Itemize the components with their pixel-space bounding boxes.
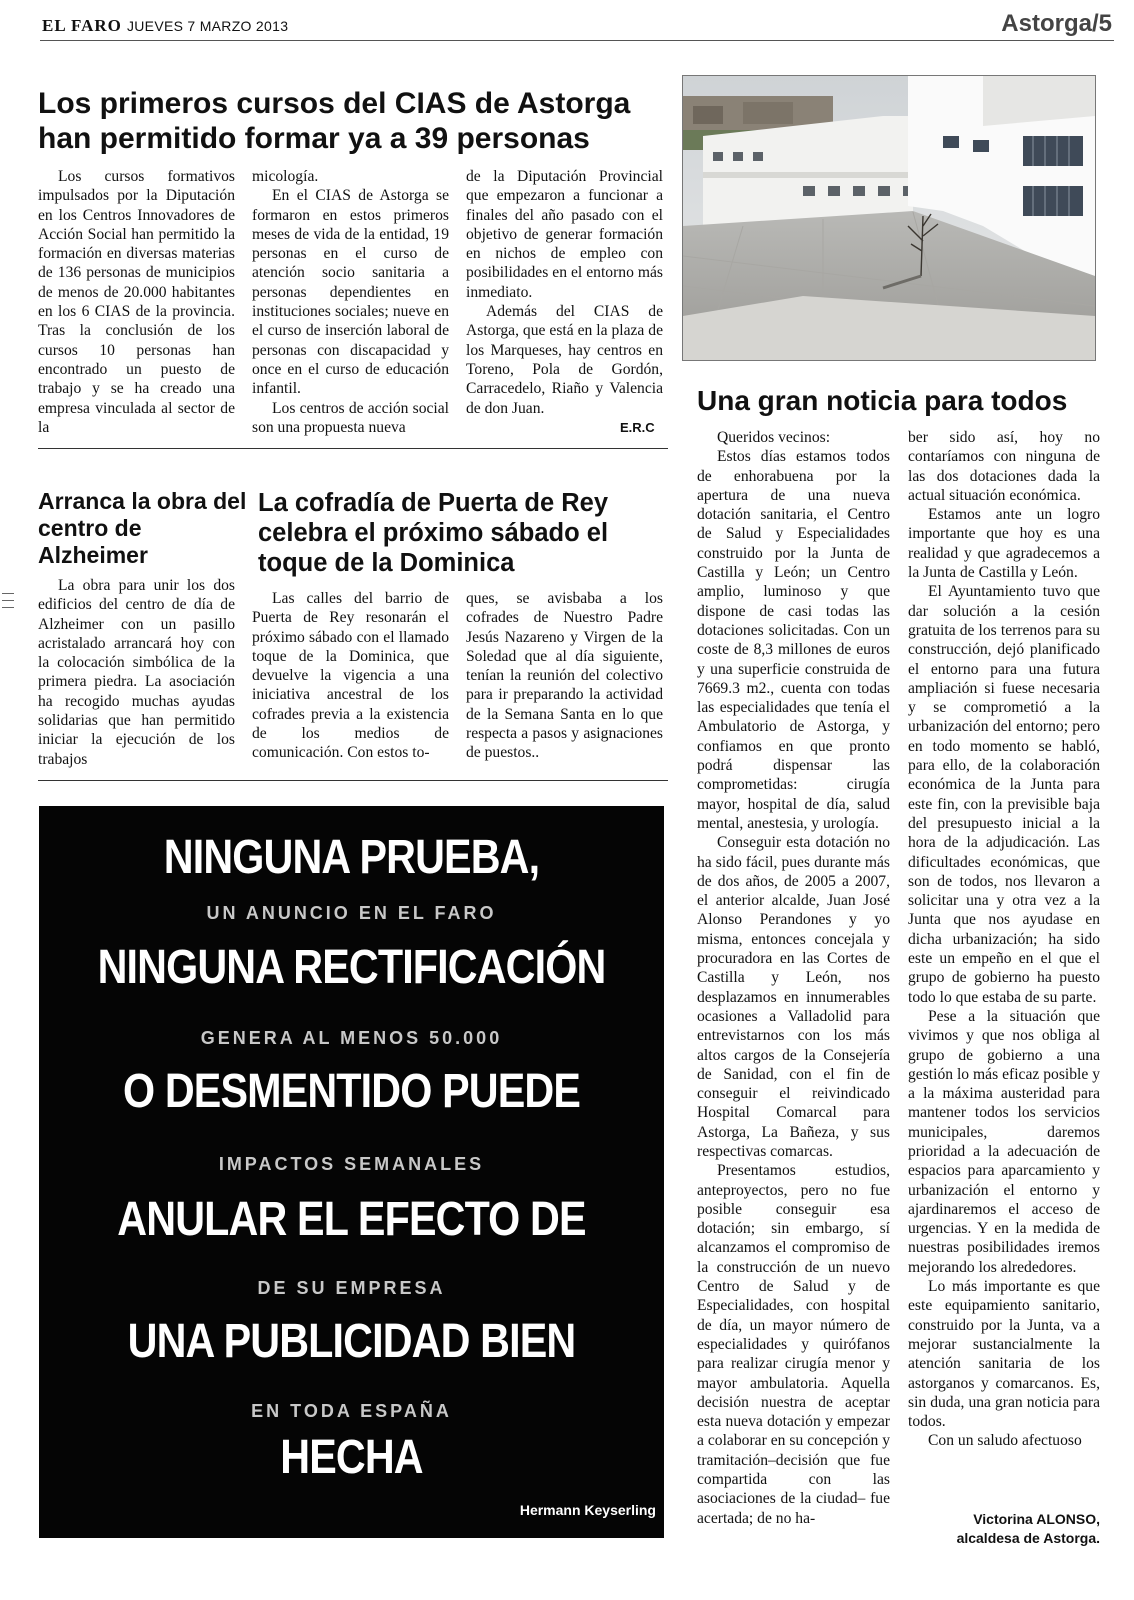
ad-line-6: IMPACTOS SEMANALES <box>218 1154 485 1174</box>
cias-column-3: de la Diputación Provincial que empezaron a funcionar a finales del año pasado con el objetivo de generar formación en nichos de empleo con posibilidades en el entorno más inmediato. Además del CIAS de Astorga, que está en la plaza de los Marqueses, hay centros en Toreno, Pola de Gordón, Carracedelo, Riaño y Valencia de don Juan. <box>466 168 663 417</box>
ad-line-8: DE SU EMPRESA <box>257 1278 446 1298</box>
ad-line-2: UN ANUNCIO EN EL FARO <box>206 903 497 923</box>
cias-byline: E.R.C <box>620 420 655 435</box>
alzheimer-headline: Arranca la obra del centro de Alzheimer <box>38 488 247 569</box>
cofradia-column-1: Las calles del barrio de Puerta de Rey resonarán el próximo sábado con el llamado toque de la Dominica, que devuelve la vigencia a una iniciativa ancestral de los cofrades previa a la existencia de los medios de comunicación. Con estos to- <box>252 590 449 762</box>
gran-noticia-column-1: Queridos vecinos: Estos días estamos todos de enhorabuena por la apertura de una nueva dotación sanitaria, el Centro de Salud y Especialidades construido por la Junta de Castilla y León; un Centro amplio, luminoso y que dispone de casi todas las dotaciones solicitadas. Con un coste de 8,3 millones de euros y una superficie construida de 7669.3 m2., cuenta con todas las especialidades que tenía el Ambulatorio de Astorga, y confiamos en que pronto podrá dispensar las comprometidas: cirugía mayor, hospital de día, salud mental, anestesia, y urología. Conseguir esta dotación no ha sido fácil, pues durante más de dos años, de 2005 a 2007, el anterior alcalde, Juan José Alonso Perandones y yo misma, entonces concejala y procuradora en las Cortes de Castilla y León, nos desplazamos en innumerables ocasiones a Valladolid para entrevistarnos con los más altos cargos de la Consejería de Sanidad, con el fin de conseguir el reivindicado Hospital Comarcal para Astorga, La Bañeza, y sus respectivas comarcas. Presentamos estudios, anteproyectos, pero no fue posible conseguir esa dotación; sin embargo, sí alcanzamos el compromiso de la construcción de un nuevo Centro de Salud y de Especialidades, con hospital de día, un mayor número de especialidades y quirófanos para realizar cirugía menor y mayor ambulatoria. Aquella decisión nuestra de aceptar esta nueva dotación y empezar a colaborar en su concepción y tramitación–decisión que fue compartida con las asociaciones de la ciudad– fue acertada; de no ha- <box>697 429 890 1527</box>
ad-line-3: NINGUNA RECTIFICACIÓN <box>97 941 606 994</box>
section-divider-2 <box>38 780 668 781</box>
margin-mark <box>2 593 14 614</box>
cofradia-headline: La cofradía de Puerta de Rey celebra el próximo sábado el toque de la Dominica <box>258 489 609 578</box>
cias-headline: Los primeros cursos del CIAS de Astorga han permitido formar ya a 39 personas <box>38 87 631 156</box>
el-faro-advertisement <box>39 806 664 1538</box>
newspaper-name: EL FARO <box>42 16 122 35</box>
signature-name: Victorina ALONSO, <box>973 1511 1100 1527</box>
cofradia-column-2: ques, se avisbaba a los cofrades de Nuestro Padre Jesús Nazareno y Virgen de la Soledad que al día siguiente, tenían la reunión del colectivo para ir preparando la actividad de la Semana Santa en lo que respecta a pasos y asignaciones de puestos.. <box>466 590 663 762</box>
ad-quote-author: Hermann Keyserling <box>519 1502 656 1518</box>
ad-line-7: ANULAR EL EFECTO DE <box>117 1193 586 1246</box>
page-header-left <box>42 16 288 36</box>
issue-date: JUEVES 7 MARZO 2013 <box>126 18 289 34</box>
gran-noticia-headline: Una gran noticia para todos <box>697 385 1068 416</box>
cias-column-1: Los cursos formativos impulsados por la Diputación en los Centros Innovadores de Acción Social han permitido la formación en diversas materias de 136 personas de municipios de menos de 20.000 habitantes en los 6 CIAS de la provincia. Tras la conclusión de los cursos 10 personas han encontrado un puesto de trabajo y se ha creado una empresa vinculada al sector de la <box>38 168 235 436</box>
letter-signature <box>870 1510 1100 1548</box>
section-divider <box>38 448 668 449</box>
ad-line-1: NINGUNA PRUEBA, <box>163 831 540 884</box>
ad-line-4: GENERA AL MENOS 50.000 <box>200 1028 503 1048</box>
cias-column-2: micología. En el CIAS de Astorga se formaron en estos primeros meses de vida de la entidad, 19 personas en el curso de atención socio sanitaria a personas dependientes en instituciones sociales; nueve en el curso de inserción laboral de personas con discapacidad y once en el curso de educación infantil. Los centros de acción social son una propuesta nueva <box>252 168 449 436</box>
ad-line-5: O DESMENTIDO PUEDE <box>122 1065 581 1118</box>
signature-role: alcaldesa de Astorga. <box>956 1530 1100 1546</box>
ad-line-11: HECHA <box>280 1431 423 1484</box>
section-page-number: Astorga/5 <box>1001 10 1112 37</box>
ad-line-10: EN TODA ESPAÑA <box>251 1401 452 1421</box>
building-courtyard-image <box>683 76 1095 360</box>
health-center-photo <box>682 75 1096 361</box>
ad-line-9: UNA PUBLICIDAD BIEN <box>127 1315 576 1368</box>
header-rule <box>40 40 1114 41</box>
alzheimer-body: La obra para unir los dos edificios del centro de día de Alzheimer con un pasillo acristalado arrancará hoy con la colocación simbólica de la primera piedra. La asociación ha recogido muchas ayudas solidarias que han permitido iniciar la ejecución de los trabajos <box>38 577 235 768</box>
gran-noticia-column-2: ber sido así, hoy no contaríamos con ninguna de las dos dotaciones dada la actual situación económica. Estamos ante un logro importante que hoy es una realidad y que agradecemos a la Junta de Castilla y León. El Ayuntamiento tuvo que dar solución a la cesión gratuita de los terrenos para su construcción, dejó planificado el entorno para una futura ampliación si fuese necesaria y se comprometió a la urbanización del entorno; pero en todo momento se habló, para ello, de la colaboración económica de la Junta para este fin, con la previsible baja del presupuesto inicial a la hora de la adjudicación. Las dificultades económicas, que son de todos, nos llevaron a solicitar una y otra vez a la Junta que nos ayudase en dicha urbanización; ha sido este un empeño en el que el grupo de gobierno ha puesto todo lo que estaba de su parte. Pese a la situación que vivimos y que nos obliga al grupo de gobierno a una gestión lo más eficaz posible y a la máxima austeridad para mantener todos los servicios municipales, daremos prioridad a la adecuación de espacios para aparcamiento y urbanización el entorno y ajardinaremos el acceso de urgencias. Y en la medida de nuestras posibilidades iremos mejorando los alrededores. Lo más importante es que este equipamiento sanitario, construido por la Junta, va a mejorar sustancialmente la atención sanitaria de los astorganos y comarcanos. Es, sin duda, una gran noticia para todos. Con un saludo afectuoso <box>908 429 1100 1450</box>
